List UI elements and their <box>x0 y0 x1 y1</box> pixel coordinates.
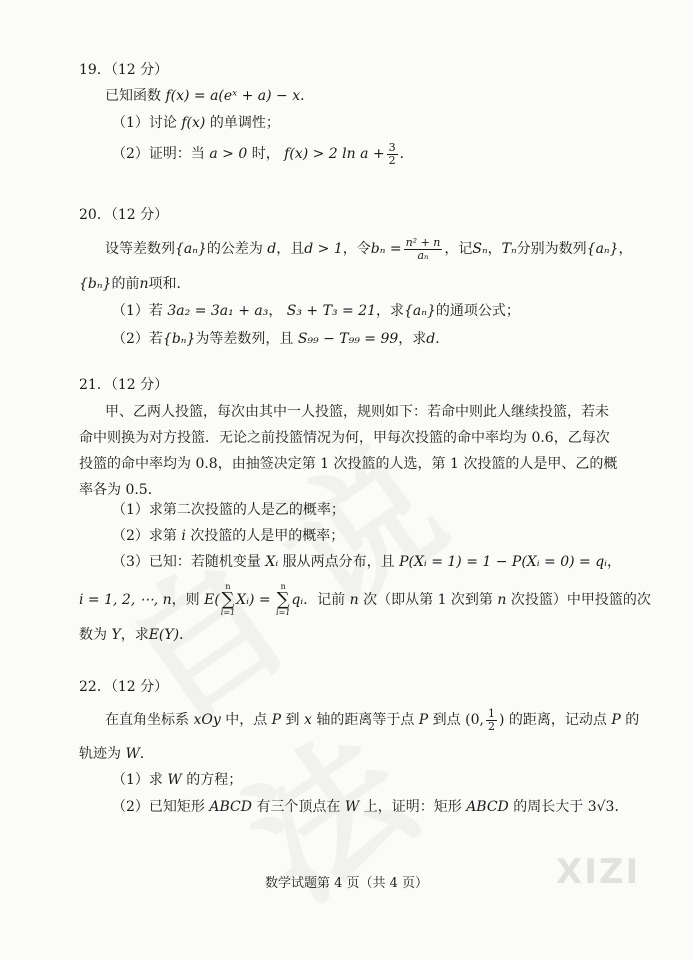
q20-stem-line2: {bₙ}的前n项和． <box>79 276 191 292</box>
page-footer: 数学试题第 4 页（共 4 页） <box>264 876 429 891</box>
q19-part1: （1）讨论 f(x) 的单调性； <box>112 115 280 131</box>
q22-part1: （1）求 W 的方程； <box>112 772 243 788</box>
q22-header: 22．（12 分） <box>79 679 169 695</box>
summation-symbol: n ∑ i=1 <box>276 582 291 617</box>
q21-text-line: 甲、乙两人投篮，每次由其中一人投篮，规则如下：若命中则此人继续投篮，若未 <box>105 404 609 420</box>
summation-symbol: n ∑ i=1 <box>220 582 236 617</box>
q21-text-line: 投篮的命中率均为 0.8，由抽签决定第 1 次投篮的人选，第 1 次投篮的人是甲、乙的概 <box>79 456 618 472</box>
q21-part3: （3）已知：若随机变量 Xᵢ 服从两点分布，且 P(Xᵢ = 1) = 1 − P(Xᵢ = 0) = qᵢ， <box>112 554 621 570</box>
q19-part2: （2）证明：当 a > 0 时， f(x) > 2 ln a + $\frac{3}{2}$ ． <box>112 140 414 167</box>
q20-stem-line1: 设等差数列{aₙ}的公差为 d，且d > 1，令bₙ = $\frac{\text{n² + n}}{\text{aₙ}}$ ，记Sₙ，Tₙ分别为数列{aₙ}， <box>105 235 633 262</box>
q19-stem: 已知函数 f(x) = a(eˣ + a) − x． <box>105 88 315 104</box>
fraction: $\frac{3}{2}$ <box>388 140 396 167</box>
q22-stem-line1: 在直角坐标系 xOy 中，点 P 到 x 轴的距离等于点 P 到点 (0, $\frac{1}{2}$ ) 的距离，记动点 P 的 <box>105 706 640 733</box>
q19-header: 19．（12 分） <box>79 62 169 78</box>
q21-part3-line2: i = 1, 2, ⋯, n，则 E(n ∑ i=1Xᵢ) = n ∑ i=1qᵢ．记前 n 次（即从第 1 次到第 n 次投篮）中甲投篮的次 <box>79 582 651 617</box>
q22-part2: （2）已知矩形 ABCD 有三个顶点在 W 上，证明：矩形 ABCD 的周长大于 3√3． <box>112 799 629 815</box>
q20-part1: （1）若 3a₂ = 3a₁ + a₃， S₃ + T₃ = 21，求{aₙ}的通项公式； <box>112 303 520 319</box>
fraction: $\frac{\text{n² + n}}{\text{aₙ}}$ <box>405 235 441 262</box>
q21-part1: （1）求第二次投篮的人是乙的概率； <box>112 502 345 518</box>
q21-text-line: 率各为 0.5． <box>79 482 162 498</box>
q21-text-line: 命中则换为对方投篮．无论之前投篮情况为何，甲每次投篮的命中率均为 0.6，乙每次 <box>79 430 610 446</box>
xizi-logo: XIZI <box>556 852 641 892</box>
q21-part3-line3: 数为 Y，求E(Y)． <box>79 627 194 643</box>
q21-part2: （2）求第 i 次投篮的人是甲的概率； <box>112 528 345 544</box>
q22-stem-line2: 轨迹为 W． <box>79 746 154 762</box>
q21-header: 21．（12 分） <box>79 377 169 393</box>
fraction: $\frac{1}{2}$ <box>487 706 495 733</box>
q20-part2: （2）若{bₙ}为等差数列，且 S₉₉ − T₉₉ = 99，求d． <box>112 331 450 347</box>
q20-header: 20．（12 分） <box>79 207 169 223</box>
